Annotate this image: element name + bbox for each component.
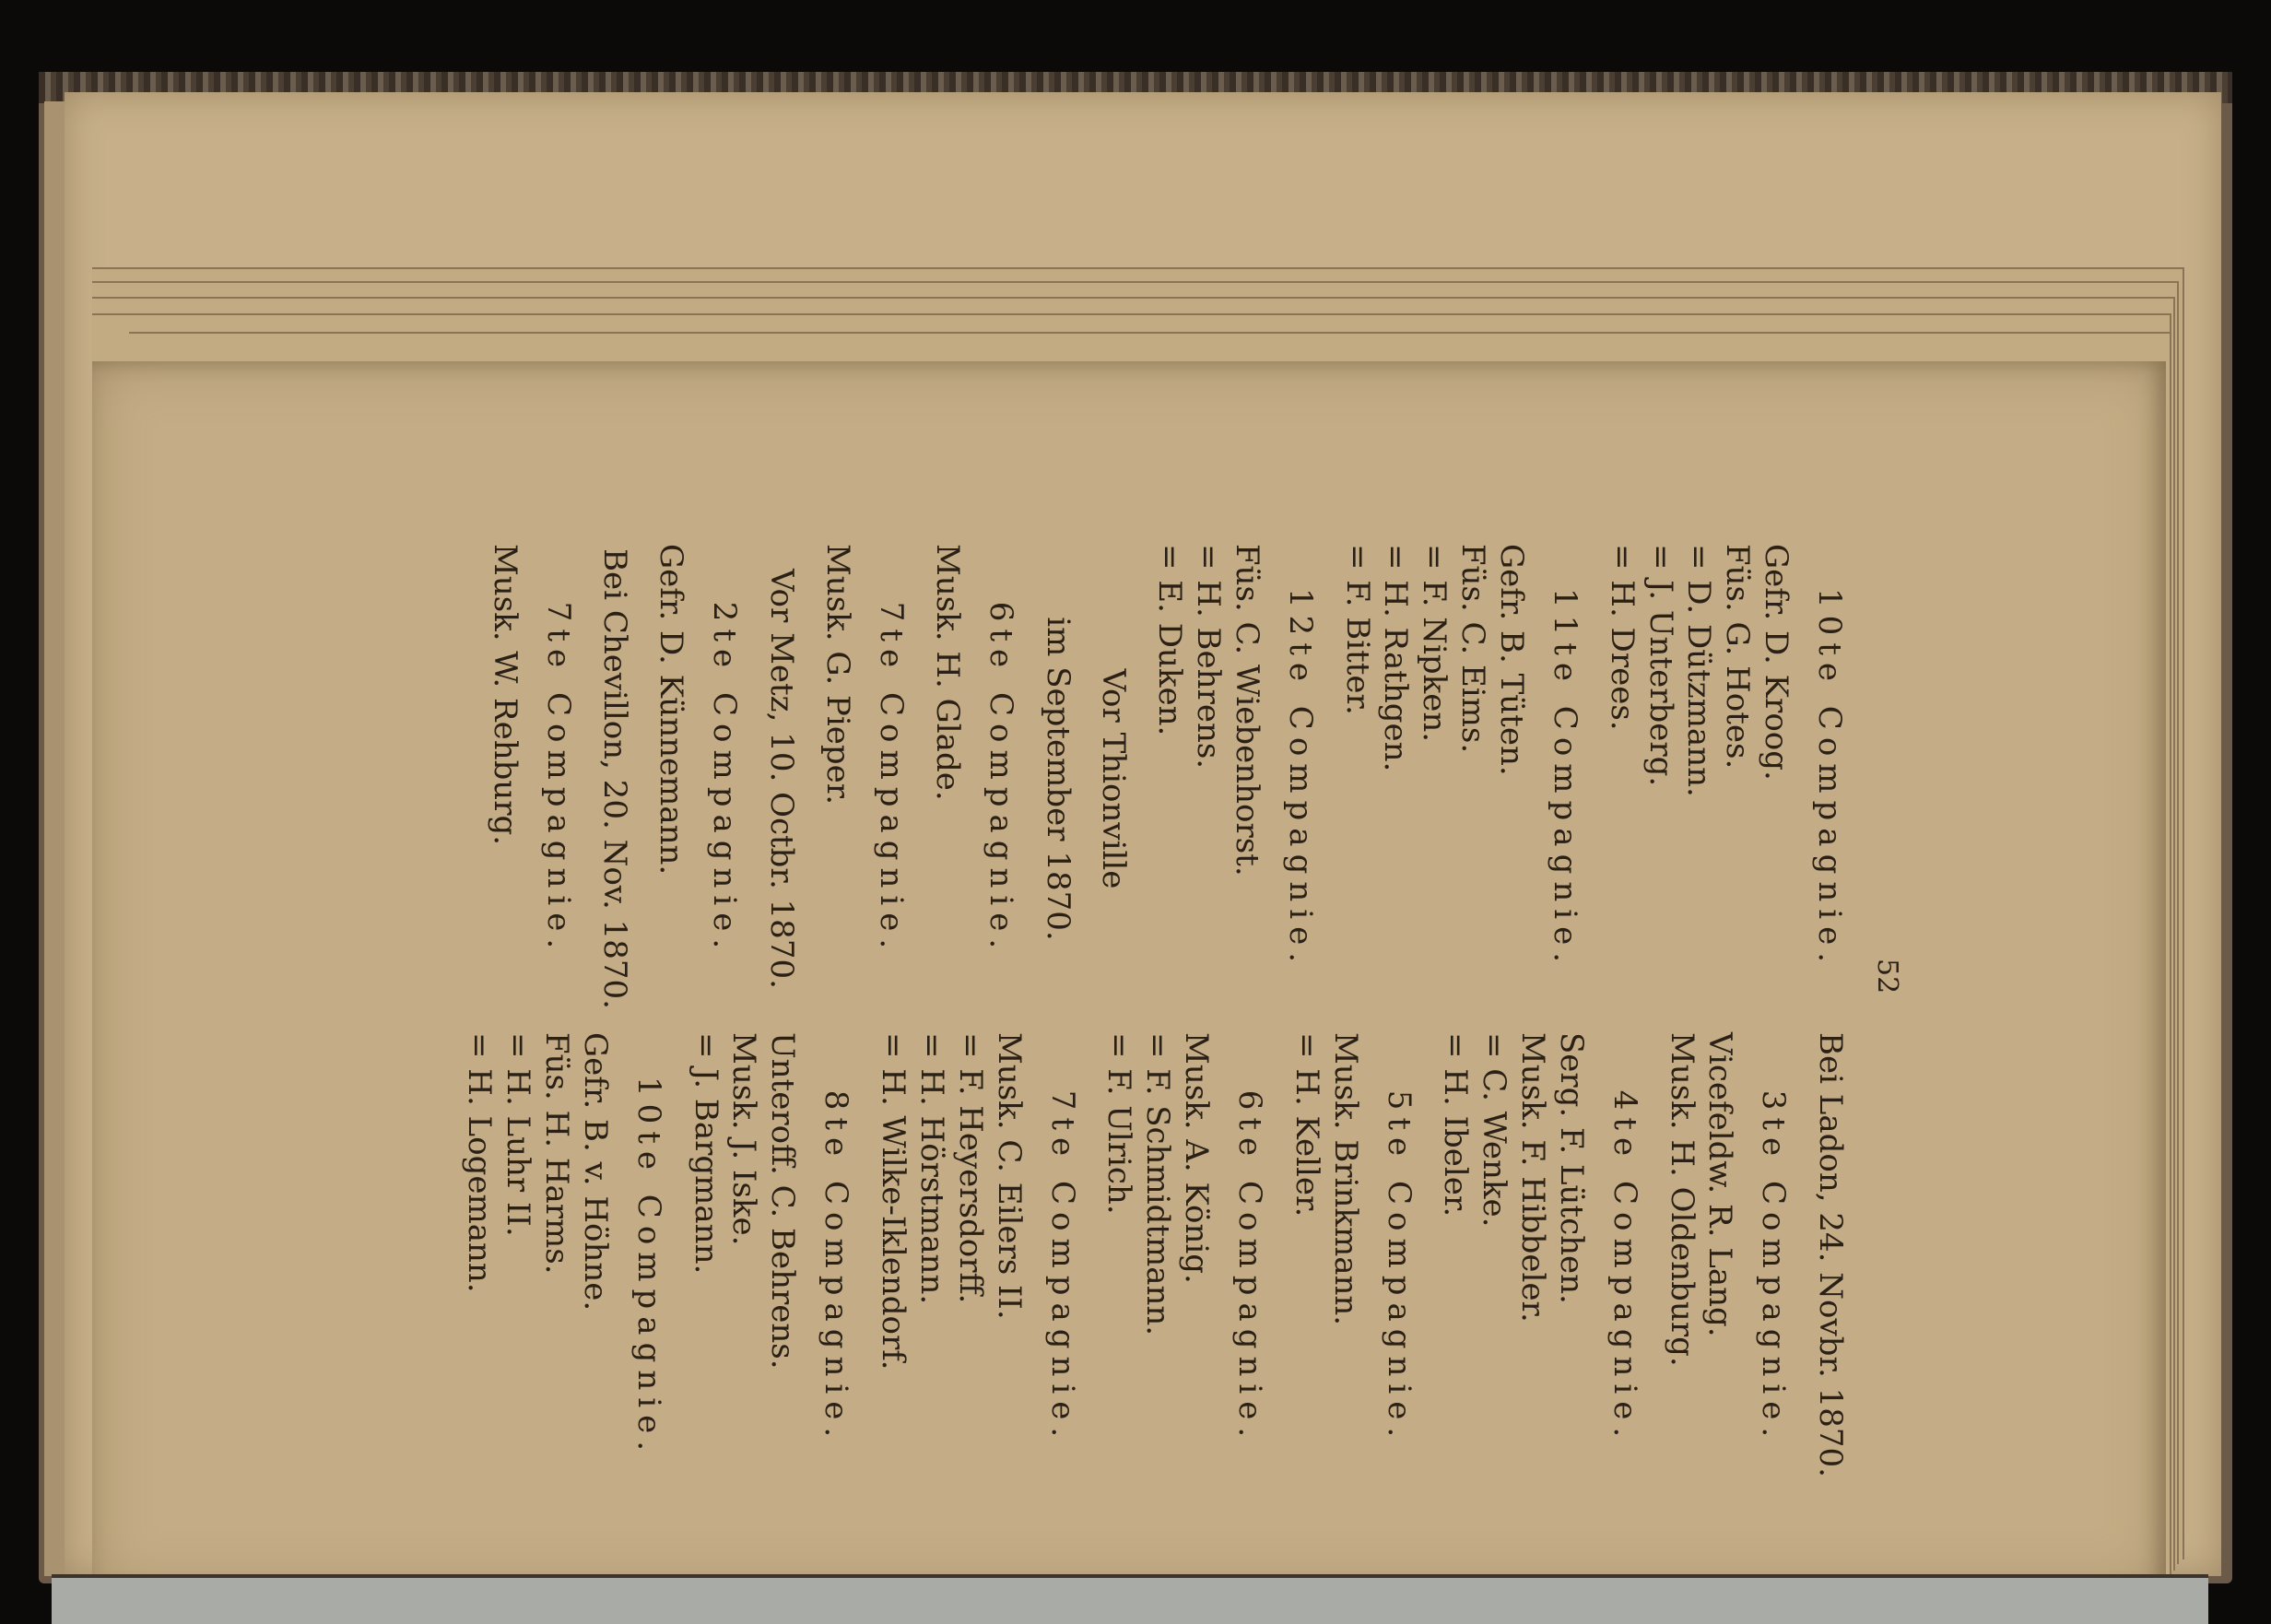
name-entry: = H. Drees. xyxy=(1603,544,1641,731)
name-entry: = C. Wenke. xyxy=(1476,1032,1513,1228)
name-entry: = H. Rathgen. xyxy=(1377,544,1415,772)
company-heading: 5te Compagnie. xyxy=(1380,1089,1418,1445)
name-entry: = F. Bitter. xyxy=(1338,544,1376,715)
name-entry: = F. Heyersdorff. xyxy=(951,1032,989,1304)
company-heading: 7te Compagnie. xyxy=(872,601,910,957)
name-entry: Musk. W. Rehburg. xyxy=(487,544,524,846)
rotated-page-content xyxy=(290,387,1968,1567)
company-heading: 8te Compagnie. xyxy=(818,1089,855,1445)
page-number: 52 xyxy=(1871,959,1903,994)
name-entry: Musk. H. Oldenburg. xyxy=(1663,1032,1700,1367)
company-heading: 7te Compagnie. xyxy=(1043,1089,1081,1445)
name-entry: = H. Luhr II. xyxy=(500,1032,537,1237)
company-heading: 6te Compagnie. xyxy=(1231,1089,1268,1445)
name-entry: Unteroff. C. Behrens. xyxy=(764,1032,802,1370)
name-entry: = H. Behrens. xyxy=(1190,544,1228,770)
company-heading: 4te Compagnie. xyxy=(1606,1089,1643,1445)
company-heading: 12te Compagnie. xyxy=(1281,587,1319,971)
company-heading: 7te Compagnie. xyxy=(540,601,577,957)
name-entry: Füs. C. Wiebenhorst. xyxy=(1228,544,1265,877)
section-title: Vor Metz, 10. Octbr. 1870. xyxy=(762,569,800,989)
name-entry: Serg. F. Lütchen. xyxy=(1552,1032,1590,1304)
company-heading: 6te Compagnie. xyxy=(983,601,1020,957)
name-entry: Musk. F. Hibbeler. xyxy=(1514,1032,1552,1323)
name-entry: Gefr. B. Tüten. xyxy=(1492,544,1530,776)
section-title: Bei Ladon, 24. Novbr. 1870. xyxy=(1812,1032,1849,1477)
right-column xyxy=(460,1032,1866,1502)
name-entry: = D. Dützmann. xyxy=(1680,544,1718,797)
name-entry: Vicefeldw. R. Lang. xyxy=(1701,1032,1739,1337)
name-entry: = F. Ulrich. xyxy=(1100,1032,1138,1215)
name-entry: Musk. G. Pieper. xyxy=(818,544,856,806)
name-entry: Gefr. D. Künnemann. xyxy=(653,544,690,876)
name-entry: = H. Keller. xyxy=(1288,1032,1325,1218)
company-heading: 3te Compagnie. xyxy=(1755,1089,1793,1445)
name-entry: Füs. G. Hotes. xyxy=(1719,544,1757,770)
company-heading: 2te Compagnie. xyxy=(706,601,744,957)
name-entry: Gefr. B. v. Höhne. xyxy=(576,1032,614,1312)
section-title: Bei Chevillon, 20. Nov. 1870. xyxy=(596,548,634,1009)
binding-strip xyxy=(52,1578,2208,1624)
name-entry: Musk. C. Eilers II. xyxy=(990,1032,1028,1320)
name-entry: Musk. H. Glade. xyxy=(929,544,967,801)
page-text xyxy=(290,387,1968,1567)
left-column xyxy=(485,544,1866,1014)
company-heading: 10te Compagnie. xyxy=(630,1076,667,1459)
name-entry: Musk. Brinkmann. xyxy=(1326,1032,1364,1326)
name-entry: = F. Nipken. xyxy=(1416,544,1453,743)
name-entry: Gefr. D. Kroog. xyxy=(1758,544,1794,781)
section-title: Vor Thionville xyxy=(1095,668,1133,889)
section-title: im September 1870. xyxy=(1039,617,1077,941)
name-entry: = H. Wilke-Iklendorf. xyxy=(875,1032,912,1371)
name-entry: = H. Hörstmann. xyxy=(912,1032,950,1305)
name-entry: Füs. C. Eims. xyxy=(1454,544,1492,754)
name-entry: = E. Duken. xyxy=(1151,544,1189,736)
name-entry: = H. Ibeler. xyxy=(1437,1032,1475,1218)
company-heading: 11te Compagnie. xyxy=(1546,587,1583,971)
name-entry: = H. Logemann. xyxy=(461,1032,499,1293)
company-heading: 10te Compagnie. xyxy=(1811,587,1848,971)
name-entry: = F. Schmidtmann. xyxy=(1139,1032,1177,1336)
name-entry: = J. Bargmann. xyxy=(687,1032,724,1275)
name-entry: Musk. A. König. xyxy=(1178,1032,1215,1284)
name-entry: = J. Unterberg. xyxy=(1641,544,1679,787)
name-entry: Füs. H. Harms. xyxy=(538,1032,576,1275)
name-entry: Musk. J. Iske. xyxy=(725,1032,763,1246)
